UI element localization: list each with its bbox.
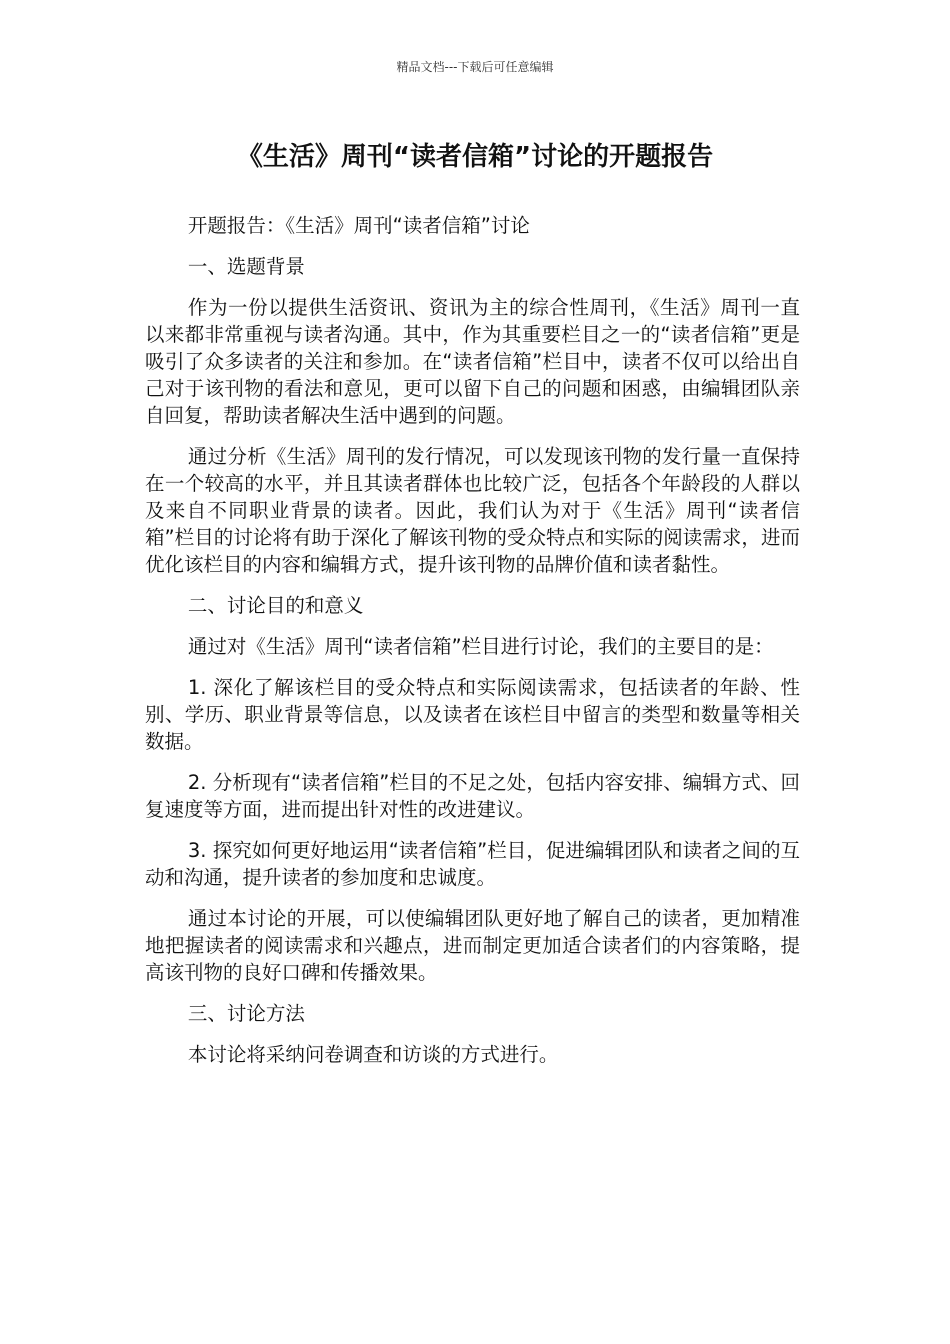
paragraph: 本讨论将采纳问卷调查和访谈的方式进行。 (187, 1043, 559, 1066)
paragraph: 通过本讨论的开展，可以使编辑团队更好地了解自己的读者，更加精准地把握读者的阅读需求和兴趣点，进而制定更加适合读者们的内容策略，提高该刊物的良好口碑和传播效果。 (145, 907, 800, 984)
paragraph: 作为一份以提供生活资讯、资讯为主的综合性周刊，《生活》周刊一直以来都非常重视与读者沟通。其中，作为其重要栏目之一的“读者信箱”更是吸引了众多读者的关注和参加。在“读者信箱”栏目中，读者不仅可以给出自己对于该刊物的看法和意见，更可以留下自己的问题和困惑，由编辑团队亲自回复，帮助读者解决生活中遇到的问题。 (145, 296, 800, 427)
report-subtitle: 开题报告：《生活》周刊“读者信箱”讨论 (187, 214, 530, 237)
section-heading-method: 三、讨论方法 (187, 1002, 305, 1025)
paragraph: 通过分析《生活》周刊的发行情况，可以发现该刊物的发行量一直保持在一个较高的水平，并且其读者群体也比较广泛，包括各个年龄段的人群以及来自不同职业背景的读者。因此，我们认为对于《生活》周刊“读者信箱”栏目的讨论将有助于深化了解该刊物的受众特点和实际的阅读需求，进而优化该栏目的内容和编辑方式，提升该刊物的品牌价值和读者黏性。 (145, 445, 800, 576)
page-header-note: 精品文档---下载后可任意编辑 (396, 60, 554, 74)
paragraph: 通过对《生活》周刊“读者信箱”栏目进行讨论，我们的主要目的是： (187, 635, 774, 658)
section-heading-background: 一、选题背景 (187, 255, 305, 278)
list-item: 1. 深化了解该栏目的受众特点和实际阅读需求，包括读者的年龄、性别、学历、职业背景等信息，以及读者在该栏目中留言的类型和数量等相关数据。 (145, 676, 800, 753)
list-item: 3. 探究如何更好地运用“读者信箱”栏目，促进编辑团队和读者之间的互动和沟通，提升读者的参加度和忠诚度。 (145, 839, 800, 889)
document-title: 《生活》周刊“读者信箱”讨论的开题报告 (236, 142, 714, 172)
document-body (145, 212, 800, 1082)
section-heading-purpose: 二、讨论目的和意义 (187, 594, 364, 617)
list-item: 2. 分析现有“读者信箱”栏目的不足之处，包括内容安排、编辑方式、回复速度等方面，进而提出针对性的改进建议。 (145, 771, 800, 821)
